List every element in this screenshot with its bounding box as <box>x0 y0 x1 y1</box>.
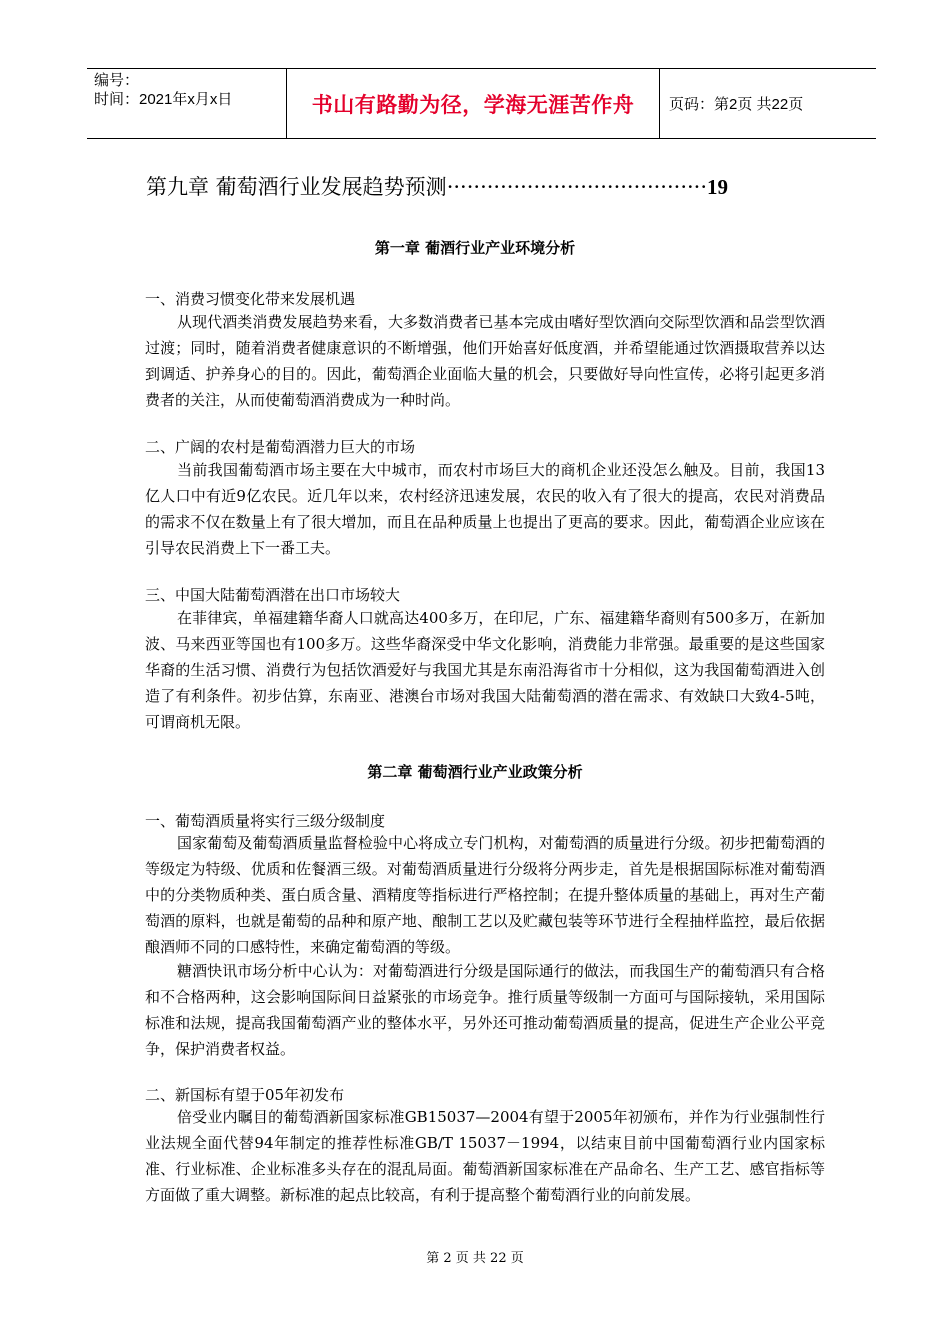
page-header <box>87 68 876 139</box>
toc-page-number: 19 <box>707 175 729 199</box>
section-heading: 一、葡萄酒质量将实行三级分级制度 <box>145 812 386 830</box>
chapter-title: 第一章 葡酒行业产业环境分析 <box>374 239 576 257</box>
section-heading: 一、消费习惯变化带来发展机遇 <box>145 290 356 308</box>
paragraph: 当前我国葡萄酒市场主要在大中城市，而农村市场巨大的商机企业还没怎么触及。目前，我国13亿人口中有近9亿农民。近几年以来，农村经济迅速发展，农民的收入有了很大的提高，农民对消费品的需求不仅在数量上有了很大增加，而且在品种质量上也提出了更高的要求。因此，葡萄酒企业应该在引导农民消费上下一番工夫。 <box>145 461 825 557</box>
header-page-info-cell <box>660 69 876 138</box>
toc-entry-title: 第九章 葡萄酒行业发展趋势预测 <box>146 175 447 199</box>
paragraph: 倍受业内瞩目的葡萄酒新国家标准GB15037—2004有望于2005年初颁布，并作为行业强制性行业法规全面代替94年制定的推荐性标准GB/T 15037－1994，以结束目前中国葡萄酒行业内国家标准、行业标准、企业标准多头存在的混乱局面。葡萄酒新国家标准在产品命名、生产工艺、感官指标等方面做了重大调整。新标准的起点比较高，有利于提高整个葡萄酒行业的向前发展。 <box>145 1108 825 1204</box>
paragraph: 国家葡萄及葡萄酒质量监督检验中心将成立专门机构，对葡萄酒的质量进行分级。初步把葡萄酒的等级定为特级、优质和佐餐酒三级。对葡萄酒质量进行分级将分两步走，首先是根据国际标准对葡萄酒中的分类物质种类、蛋白质含量、酒精度等指标进行严格控制；在提升整体质量的基础上，再对生产葡萄酒的原料，也就是葡萄的品种和原产地、酿制工艺以及贮藏包装等环节进行全程抽样监控，最后依据酿酒师不同的口感特性，来确定葡萄酒的等级。 <box>145 834 825 956</box>
section-heading: 二、广阔的农村是葡萄酒潜力巨大的市场 <box>145 438 416 456</box>
paragraph: 从现代酒类消费发展趋势来看，大多数消费者已基本完成由嗜好型饮酒向交际型饮酒和品尝型饮酒过渡；同时，随着消费者健康意识的不断增强，他们开始喜好低度酒，并希望能通过饮酒摄取营养以达到调适、护养身心的目的。因此，葡萄酒企业面临大量的机会，只要做好导向性宣传，必将引起更多消费者的关注，从而使葡萄酒消费成为一种时尚。 <box>145 313 825 409</box>
toc-entry <box>146 171 728 201</box>
chapter-title: 第二章 葡萄酒行业产业政策分析 <box>367 763 583 781</box>
header-motto-cell <box>287 69 660 138</box>
section-heading: 三、中国大陆葡萄酒潜在出口市场较大 <box>145 586 401 604</box>
paragraph: 在菲律宾，单福建籍华裔人口就高达400多万，在印尼，广东、福建籍华裔则有500多万，在新加波、马来西亚等国也有100多万。这些华裔深受中华文化影响，消费能力非常强。最重要的是这些国家华裔的生活习惯、消费行为包括饮酒爱好与我国尤其是东南沿海省市十分相似，这为我国葡萄酒进入创造了有利条件。初步估算，东南亚、港澳台市场对我国大陆葡萄酒的潜在需求、有效缺口大致4-5吨，可谓商机无限。 <box>145 609 825 731</box>
paragraph: 糖酒快讯市场分析中心认为：对葡萄酒进行分级是国际通行的做法，而我国生产的葡萄酒只有合格和不合格两种，这会影响国际间日益紧张的市场竞争。推行质量等级制一方面可与国际接轨，采用国际标准和法规，提高我国葡萄酒产业的整体水平，另外还可推动葡萄酒质量的提高，促进生产企业公平竞争，保护消费者权益。 <box>145 962 825 1058</box>
section-heading: 二、新国标有望于05年初发布 <box>145 1086 345 1104</box>
header-motto: 书山有路勤为径，学海无涯苦作舟 <box>311 92 635 117</box>
page-footer: 第 2 页 共 22 页 <box>426 1251 524 1266</box>
header-page-info: 页码：第2页 共22页 <box>669 96 804 113</box>
toc-leader-dots: ······································· <box>446 175 708 199</box>
document-number-label: 编号： <box>94 72 140 89</box>
document-time-label: 时间：2021年x月x日 <box>94 91 233 108</box>
header-meta <box>87 69 287 138</box>
